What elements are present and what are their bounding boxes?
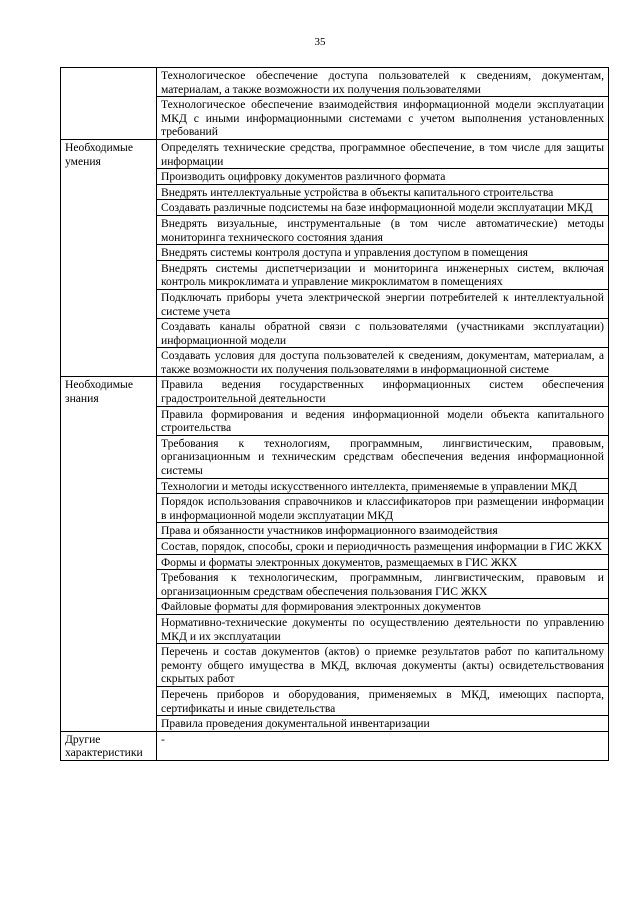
- row-item: Технологическое обеспечение доступа пользователей к сведениям, документам, материалам, а также возможности их получения пользователями: [157, 68, 609, 97]
- row-item: Требования к технологическим, программным, лингвистическим, правовым и организационным средствам обеспечения пользования ГИС ЖКХ: [157, 570, 609, 599]
- page-number: 35: [314, 36, 326, 48]
- row-item: -: [157, 731, 609, 760]
- row-item: Внедрять системы диспетчеризации и мониторинга инженерных систем, включая контроль микроклимата и управление микроклиматом в помещениях: [157, 260, 609, 289]
- row-item: Определять технические средства, программное обеспечение, в том числе для защиты информации: [157, 139, 609, 168]
- row-item: Создавать каналы обратной связи с пользователями (участниками эксплуатации) информационной модели: [157, 319, 609, 348]
- row-item: Формы и форматы электронных документов, размещаемых в ГИС ЖКХ: [157, 554, 609, 570]
- row-label: Другие характеристики: [61, 731, 157, 760]
- row-item: Внедрять системы контроля доступа и управления доступом в помещения: [157, 245, 609, 261]
- row-item: Правила ведения государственных информационных систем обеспечения градостроительной деятельности: [157, 377, 609, 406]
- row-item: Файловые форматы для формирования электронных документов: [157, 599, 609, 615]
- qualification-table: [60, 67, 609, 761]
- row-item: Производить оцифровку документов различного формата: [157, 169, 609, 185]
- row-item: Перечень и состав документов (актов) о приемке результатов работ по капитальному ремонту общего имущества в МКД, включая документы (акты) освидетельствования скрытых работ: [157, 644, 609, 687]
- row-item: Права и обязанности участников информационного взаимодействия: [157, 523, 609, 539]
- row-item: Порядок использования справочников и классификаторов при размещении информации в информационной модели эксплуатации МКД: [157, 494, 609, 523]
- row-item: Технологическое обеспечение взаимодействия информационной модели эксплуатации МКД с иными информационными системами с учетом выполнения установленных требований: [157, 97, 609, 140]
- row-label: [61, 68, 157, 140]
- row-item: Создавать условия для доступа пользователей к сведениям, документам, материалам, а также возможности их получения пользователями в информационной системе: [157, 348, 609, 377]
- row-item: Технологии и методы искусственного интеллекта, применяемые в управлении МКД: [157, 478, 609, 494]
- row-item: Перечень приборов и оборудования, применяемых в МКД, имеющих паспорта, сертификаты и иные свидетельства: [157, 686, 609, 715]
- row-item: Требования к технологиям, программным, лингвистическим, правовым, организационным и техническим средствам обеспечения ведения информационной системы: [157, 435, 609, 478]
- table-row: [61, 139, 609, 168]
- table-body: [61, 68, 609, 761]
- row-item: Внедрять интеллектуальные устройства в объекты капитального строительства: [157, 184, 609, 200]
- row-item: Создавать различные подсистемы на базе информационной модели эксплуатации МКД: [157, 200, 609, 216]
- table-row: [61, 377, 609, 406]
- row-item: Правила проведения документальной инвентаризации: [157, 716, 609, 732]
- row-item: Подключать приборы учета электрической энергии потребителей к интеллектуальной системе учета: [157, 289, 609, 318]
- row-label: Необходимые умения: [61, 139, 157, 377]
- row-item: Правила формирования и ведения информационной модели объекта капитального строительства: [157, 406, 609, 435]
- table-row: [61, 731, 609, 760]
- row-item: Внедрять визуальные, инструментальные (в том числе автоматические) методы мониторинга технического состояния здания: [157, 215, 609, 244]
- row-item: Состав, порядок, способы, сроки и периодичность размещения информации в ГИС ЖКХ: [157, 539, 609, 555]
- row-label: Необходимые знания: [61, 377, 157, 731]
- table-row: [61, 68, 609, 97]
- row-item: Нормативно-технические документы по осуществлению деятельности по управлению МКД и их эксплуатации: [157, 614, 609, 643]
